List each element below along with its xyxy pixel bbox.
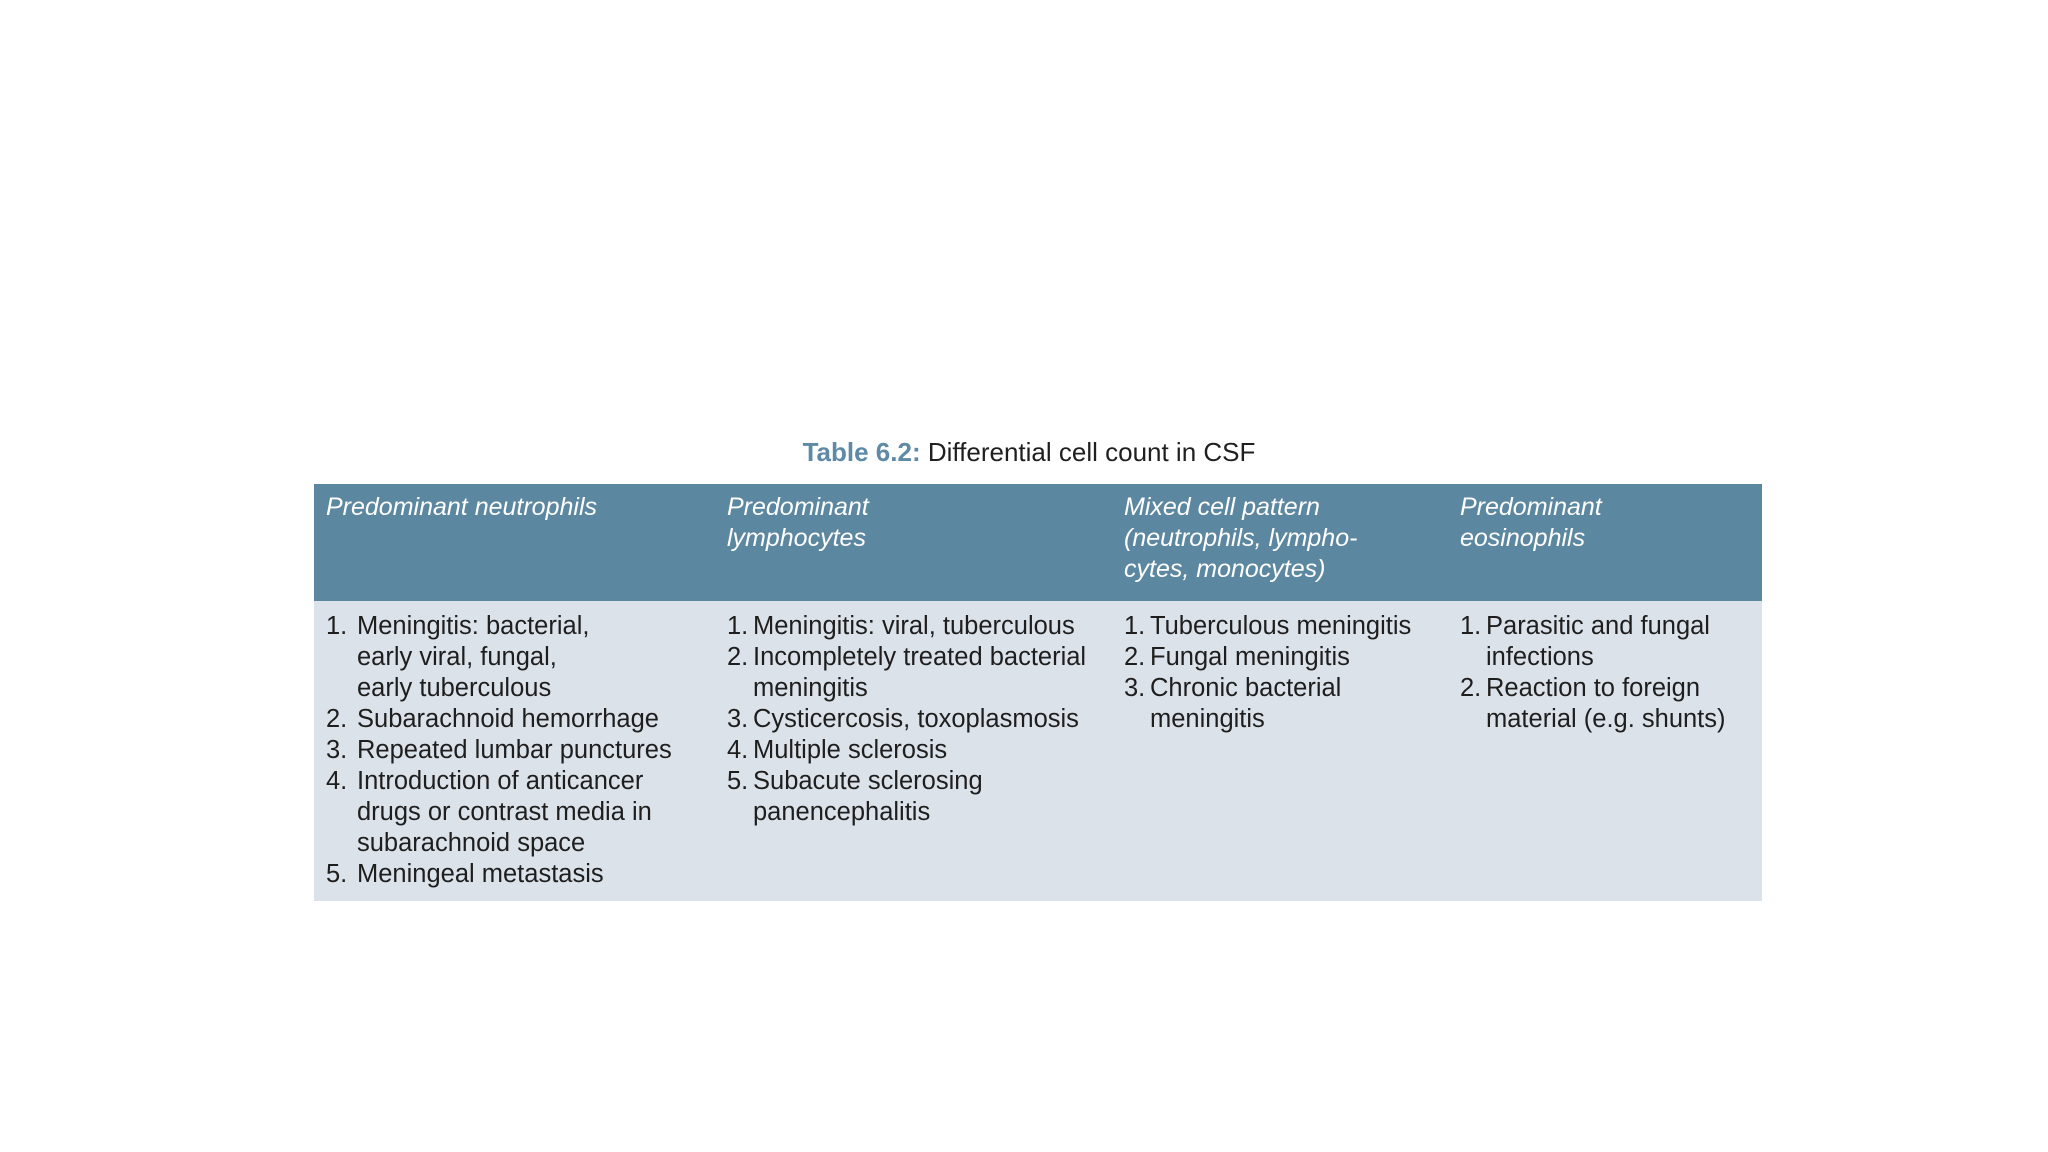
- list-item: [326, 704, 716, 735]
- item-text: [1150, 611, 1454, 642]
- item-text-line: subarachnoid space: [357, 829, 586, 857]
- item-number: 1.: [1124, 612, 1146, 640]
- item-text-line: Parasitic and fungal: [1486, 612, 1710, 640]
- header-eosinophils: [1460, 484, 1760, 554]
- list-item: [326, 611, 716, 704]
- header-line: Predominant neutrophils: [326, 493, 597, 521]
- caption-text: Differential cell count in CSF: [927, 437, 1256, 467]
- list-item: [1124, 642, 1454, 673]
- list-item: [727, 704, 1117, 735]
- header-line: Mixed cell pattern: [1124, 493, 1320, 521]
- item-text-line: Chronic bacterial: [1150, 674, 1342, 702]
- item-text-line: material (e.g. shunts): [1486, 705, 1726, 733]
- item-text-line: meningitis: [1150, 705, 1265, 733]
- header-line: (neutrophils, lympho-: [1124, 524, 1358, 552]
- cell-count-table: [314, 484, 1762, 901]
- item-number: 1.: [727, 612, 749, 640]
- item-text: [753, 704, 1117, 735]
- item-text: [1486, 611, 1760, 673]
- list-item: [727, 735, 1117, 766]
- item-text: [357, 766, 716, 859]
- list-item: [326, 859, 716, 890]
- eosinophils-list: [1460, 601, 1760, 735]
- item-text-line: early tuberculous: [357, 674, 552, 702]
- item-text-line: early viral, fungal,: [357, 643, 557, 671]
- item-text-line: panencephalitis: [753, 798, 931, 826]
- item-text-line: Incompletely treated bacterial: [753, 643, 1087, 671]
- item-text-line: infections: [1486, 643, 1594, 671]
- item-text: [357, 735, 716, 766]
- list-item: [727, 611, 1117, 642]
- header-mixed-cell-pattern: [1124, 484, 1454, 585]
- list-item: [1124, 673, 1454, 735]
- header-neutrophils: [326, 484, 716, 523]
- item-number: 4.: [727, 736, 749, 764]
- list-item: [727, 642, 1117, 704]
- table-caption: [0, 436, 2048, 468]
- list-item: [1460, 673, 1760, 735]
- item-text: [357, 859, 716, 890]
- item-text: [1486, 673, 1760, 735]
- list-item: [1124, 611, 1454, 642]
- item-text: [753, 642, 1117, 704]
- item-text-line: Subarachnoid hemorrhage: [357, 705, 659, 733]
- header-line: cytes, monocytes): [1124, 555, 1326, 583]
- item-text: [753, 735, 1117, 766]
- list-item: [326, 735, 716, 766]
- lymphocytes-list: [727, 601, 1117, 828]
- list-item: [1460, 611, 1760, 673]
- item-text: [753, 766, 1117, 828]
- item-text: [753, 611, 1117, 642]
- item-number: 1.: [1460, 612, 1482, 640]
- item-number: 3.: [326, 736, 348, 764]
- mixed-cell-list: [1124, 601, 1454, 735]
- item-number: 2.: [1460, 674, 1482, 702]
- item-text-line: Cysticercosis, toxoplasmosis: [753, 705, 1079, 733]
- item-number: 4.: [326, 767, 348, 795]
- item-text: [1150, 642, 1454, 673]
- item-text-line: Fungal meningitis: [1150, 643, 1350, 671]
- item-text-line: Meningeal metastasis: [357, 860, 604, 888]
- table-body-row: [314, 601, 1762, 901]
- item-number: 5.: [727, 767, 749, 795]
- list-item: [727, 766, 1117, 828]
- item-text-line: Tuberculous meningitis: [1150, 612, 1412, 640]
- item-number: 2.: [727, 643, 749, 671]
- item-text: [357, 611, 716, 704]
- item-number: 3.: [727, 705, 749, 733]
- header-line: eosinophils: [1460, 524, 1586, 552]
- item-number: 5.: [326, 860, 348, 888]
- item-text: [1150, 673, 1454, 735]
- item-text-line: Reaction to foreign: [1486, 674, 1701, 702]
- item-text: [357, 704, 716, 735]
- item-number: 1.: [326, 612, 348, 640]
- item-text-line: Subacute sclerosing: [753, 767, 983, 795]
- header-lymphocytes: [727, 484, 1117, 554]
- neutrophils-list: [326, 601, 716, 890]
- item-text-line: Multiple sclerosis: [753, 736, 948, 764]
- item-text-line: Introduction of anticancer: [357, 767, 644, 795]
- item-text-line: drugs or contrast media in: [357, 798, 652, 826]
- item-text-line: Meningitis: viral, tuberculous: [753, 612, 1075, 640]
- header-line: Predominant: [1460, 493, 1602, 521]
- item-text-line: Meningitis: bacterial,: [357, 612, 590, 640]
- list-item: [326, 766, 716, 859]
- item-number: 2.: [326, 705, 348, 733]
- item-number: 2.: [1124, 643, 1146, 671]
- item-text-line: Repeated lumbar punctures: [357, 736, 672, 764]
- item-text-line: meningitis: [753, 674, 868, 702]
- item-number: 3.: [1124, 674, 1146, 702]
- header-line: Predominant: [727, 493, 869, 521]
- header-line: lymphocytes: [727, 524, 866, 552]
- table-header-row: [314, 484, 1762, 601]
- caption-label: Table 6.2:: [802, 437, 921, 467]
